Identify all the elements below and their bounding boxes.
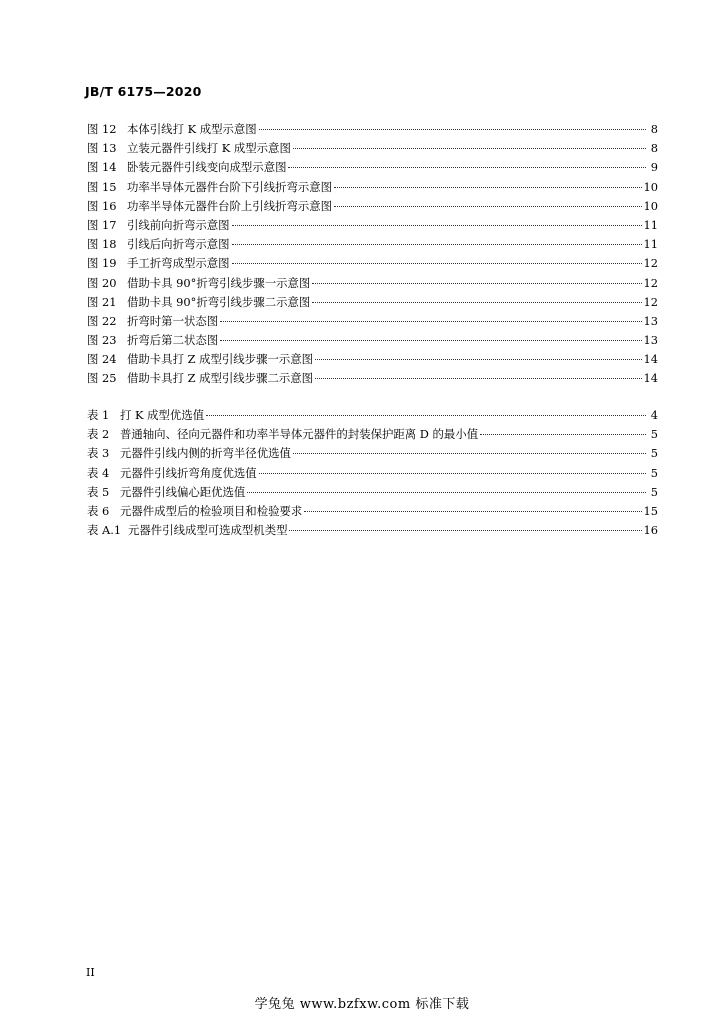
page-number: 12 — [643, 256, 658, 271]
toc-row[interactable] — [87, 235, 658, 254]
toc-row[interactable] — [87, 444, 658, 463]
toc-row[interactable] — [87, 406, 658, 425]
toc-row[interactable] — [87, 331, 658, 350]
table-label: 表 2 — [87, 427, 110, 442]
page-number: 11 — [643, 217, 658, 232]
figure-label: 图 14 — [87, 160, 117, 175]
page-number: 4 — [650, 408, 658, 422]
toc-row[interactable] — [87, 120, 658, 139]
standard-number-header: JB/T 6175—2020 — [85, 84, 202, 99]
toc-row[interactable] — [87, 293, 658, 312]
dot-leader — [312, 302, 641, 303]
dot-leader — [288, 167, 646, 168]
figure-label: 图 22 — [87, 313, 117, 328]
toc-row[interactable] — [87, 350, 658, 369]
page-number: 5 — [650, 446, 658, 461]
dot-leader — [315, 378, 641, 379]
figure-label: 图 25 — [87, 371, 117, 386]
figure-list — [87, 120, 658, 389]
dot-leader — [480, 434, 646, 435]
footer-watermark: 学兔兔 www.bzfxw.com 标准下载 — [254, 997, 470, 1012]
toc-row[interactable] — [87, 254, 658, 273]
page-number: 14 — [643, 371, 658, 386]
table-label: 表 3 — [87, 446, 110, 461]
figure-title: 借助卡具 90°折弯引线步骤二示意图 — [127, 294, 311, 309]
table-label: 表 A.1 — [87, 523, 122, 538]
figure-title: 借助卡具打 Z 成型引线步骤二示意图 — [127, 371, 314, 386]
table-label: 表 1 — [87, 408, 110, 422]
page-number: 14 — [643, 352, 658, 367]
toc-row[interactable] — [87, 158, 658, 177]
toc-row[interactable] — [87, 139, 658, 158]
dot-leader — [304, 511, 641, 512]
figure-title: 手工折弯成型示意图 — [127, 256, 230, 271]
figure-label: 图 24 — [87, 352, 117, 367]
dot-leader — [334, 206, 641, 207]
figure-label: 图 18 — [87, 237, 117, 252]
page-number: 12 — [643, 275, 658, 290]
dot-leader — [232, 225, 642, 226]
table-title: 元器件引线偏心距优选值 — [120, 484, 246, 499]
page-number: 10 — [643, 198, 658, 213]
figure-label: 图 17 — [87, 217, 117, 232]
figure-title: 借助卡具 90°折弯引线步骤一示意图 — [127, 275, 311, 290]
page-number: 8 — [650, 122, 658, 136]
dot-leader — [293, 453, 646, 454]
table-list — [87, 406, 658, 540]
figure-label: 图 20 — [87, 275, 117, 290]
table-label: 表 6 — [87, 503, 110, 518]
dot-leader — [315, 359, 641, 360]
toc-row[interactable] — [87, 197, 658, 216]
page-number: 8 — [650, 141, 658, 156]
page-folio: II — [86, 966, 95, 979]
figure-title: 折弯时第一状态图 — [127, 313, 219, 328]
figure-title: 立装元器件引线打 K 成型示意图 — [127, 141, 291, 156]
dot-leader — [232, 263, 642, 264]
page-number: 5 — [650, 484, 658, 499]
figure-title: 卧装元器件引线变向成型示意图 — [127, 160, 287, 175]
dot-leader — [289, 530, 641, 531]
table-title: 普通轴向、径向元器件和功率半导体元器件的封装保护距离 D 的最小值 — [120, 427, 479, 442]
dot-leader — [232, 244, 642, 245]
toc-row[interactable] — [87, 464, 658, 483]
figure-label: 图 21 — [87, 294, 117, 309]
toc-row[interactable] — [87, 312, 658, 331]
toc-row[interactable] — [87, 216, 658, 235]
page-number: 13 — [643, 333, 658, 348]
dot-leader — [259, 473, 646, 474]
page-number: 10 — [643, 179, 658, 194]
dot-leader — [312, 283, 641, 284]
toc-row[interactable] — [87, 178, 658, 197]
toc-row[interactable] — [87, 274, 658, 293]
toc-row[interactable] — [87, 483, 658, 502]
table-title: 打 K 成型优选值 — [120, 408, 205, 422]
figure-title: 引线前向折弯示意图 — [127, 217, 230, 232]
page-number: 9 — [650, 160, 658, 175]
figure-label: 图 13 — [87, 141, 117, 156]
figure-title: 本体引线打 K 成型示意图 — [127, 122, 257, 136]
table-title: 元器件引线内侧的折弯半径优选值 — [120, 446, 291, 461]
page-number: 16 — [643, 523, 658, 538]
figure-label: 图 23 — [87, 333, 117, 348]
figure-title: 折弯后第二状态图 — [127, 333, 219, 348]
figure-title: 功率半导体元器件台阶上引线折弯示意图 — [127, 198, 333, 213]
toc-row[interactable] — [87, 521, 658, 540]
dot-leader — [206, 415, 646, 416]
page-number: 12 — [643, 294, 658, 309]
dot-leader — [220, 321, 641, 322]
table-label: 表 5 — [87, 484, 110, 499]
figure-label: 图 19 — [87, 256, 117, 271]
page-number: 13 — [643, 313, 658, 328]
figure-label: 图 12 — [87, 122, 117, 136]
dot-leader — [259, 129, 646, 130]
dot-leader — [334, 187, 641, 188]
figure-title: 功率半导体元器件台阶下引线折弯示意图 — [127, 179, 333, 194]
figure-title: 借助卡具打 Z 成型引线步骤一示意图 — [127, 352, 314, 367]
page-number: 5 — [650, 465, 658, 480]
toc-row[interactable] — [87, 425, 658, 444]
table-label: 表 4 — [87, 465, 110, 480]
figure-title: 引线后向折弯示意图 — [127, 237, 230, 252]
table-title: 元器件成型后的检验项目和检验要求 — [120, 503, 303, 518]
page-number: 15 — [643, 503, 658, 518]
toc-row[interactable] — [87, 502, 658, 521]
table-title: 元器件引线成型可选成型机类型 — [128, 523, 288, 538]
dot-leader — [293, 148, 646, 149]
toc-row[interactable] — [87, 369, 658, 388]
page-number: 11 — [643, 237, 658, 252]
dot-leader — [220, 340, 641, 341]
table-title: 元器件引线折弯角度优选值 — [120, 465, 257, 480]
page-number: 5 — [650, 427, 658, 442]
dot-leader — [247, 492, 646, 493]
figure-label: 图 16 — [87, 198, 117, 213]
figure-label: 图 15 — [87, 179, 117, 194]
